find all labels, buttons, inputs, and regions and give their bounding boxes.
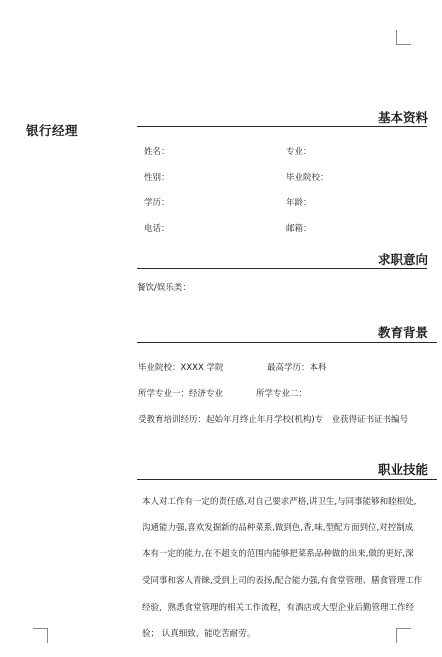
field-gender: 性别： <box>144 173 170 183</box>
skills-line: 沟通能力强,喜欢发掘新的品种菜系,做到色,香,味,型配方面到位,对控制成 <box>142 523 414 533</box>
section-rule-basic-info <box>137 126 427 127</box>
page-corner-mark-top-right <box>396 30 411 45</box>
edu-degree: 最高学历：本科 <box>267 363 327 373</box>
section-title-basic-info: 基本资料 <box>377 110 428 125</box>
edu-major-two: 所学专业二： <box>256 389 308 399</box>
skills-line: 本人对工作有一定的责任感,对自己要求严格,讲卫生,与同事能够和睦相处, <box>142 497 417 507</box>
section-title-job-intent: 求职意向 <box>377 252 428 267</box>
field-school: 毕业院校： <box>286 173 329 183</box>
skills-line: 本有一定的能力,在不超支的范围内能够把菜系品种做的出来,做的更好,深 <box>142 549 414 559</box>
field-name: 姓名： <box>144 147 170 157</box>
job-title: 银行经理 <box>26 123 79 138</box>
skills-line: 验； 认真细致，能吃苦耐劳。 <box>142 629 256 639</box>
section-rule-education <box>137 342 437 343</box>
field-age: 年龄： <box>286 198 312 208</box>
section-title-skills: 职业技能 <box>377 462 428 477</box>
edu-school: 毕业院校：XXXX 学院 <box>138 363 224 373</box>
field-phone: 电话： <box>144 224 170 234</box>
skills-line: 经验，熟悉食堂管理的相关工作流程，有酒店或大型企业后勤管理工作经 <box>142 603 415 613</box>
page-corner-mark-bottom-right <box>396 628 411 643</box>
field-job-intent: 餐饮/娱乐类： <box>137 283 191 293</box>
edu-training: 受教育培训经历：起始年月终止年月学校(机构)专 业获得证书证书编号 <box>138 415 409 425</box>
field-education: 学历： <box>144 198 170 208</box>
edu-major-one: 所学专业一：经济专业 <box>138 389 224 399</box>
field-email: 邮箱： <box>286 224 312 234</box>
section-rule-job-intent <box>137 268 427 269</box>
section-rule-skills <box>137 479 437 480</box>
field-major: 专业： <box>286 147 312 157</box>
page-corner-mark-bottom-left <box>33 628 48 643</box>
section-title-education: 教育背景 <box>377 325 428 340</box>
skills-line: 受同事和客人青睐,受到上司的表扬,配合能力强,有食堂管理、膳食管理工作 <box>142 576 423 586</box>
